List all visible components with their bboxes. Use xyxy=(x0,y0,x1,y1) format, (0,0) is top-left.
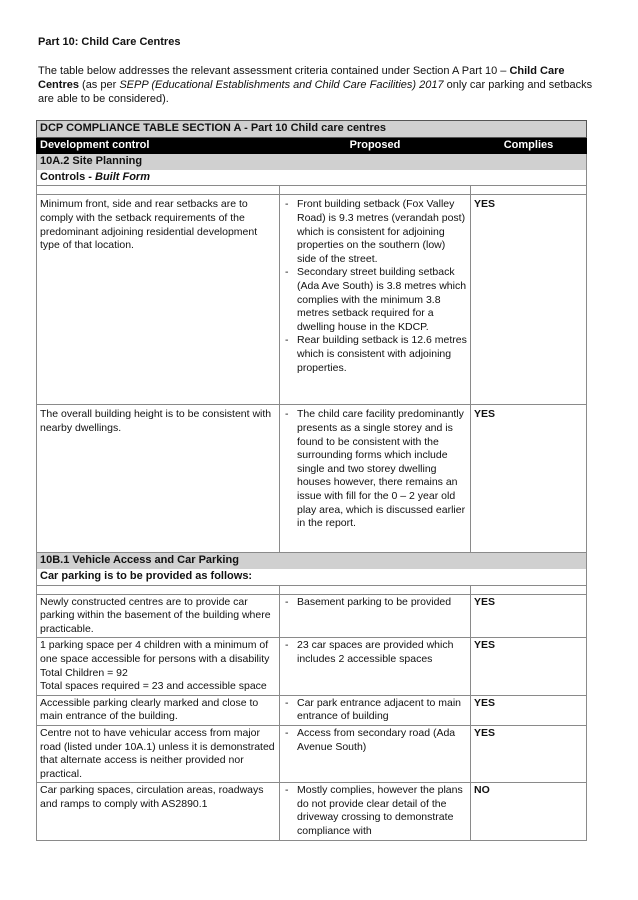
section-row xyxy=(37,553,587,569)
control-cell: Newly constructed centres are to provide car parking within the basement of the building where practicable. xyxy=(37,594,280,638)
subsection-row xyxy=(37,569,587,585)
proposed-item: - 23 car spaces are provided which includes 2 accessible spaces xyxy=(283,639,467,666)
control-cell: Car parking spaces, circulation areas, roadways and ramps to comply with AS2890.1 xyxy=(37,783,280,840)
proposed-cell xyxy=(280,695,471,725)
header-complies: Complies xyxy=(471,137,587,154)
proposed-item: - The child care facility predominantly presents as a single storey and is found to be consistent with the surrounding forms which include single and two storey dwelling houses however, there remains an issue with fill for the 0 – 2 year old play area, which is discussed earlier in the report. xyxy=(283,408,467,530)
intro-bold: Child Care Centres xyxy=(38,65,565,91)
intro-paragraph xyxy=(38,64,594,106)
proposed-item: - Secondary street building setback (Ada Ave South) is 3.8 metres which complies with the minimum 3.8 metres setback required for a dwelling house in the KDCP. xyxy=(283,266,467,334)
control-cell: Minimum front, side and rear setbacks are to comply with the setback requirements of the predominant adjoining residential development type of that location. xyxy=(37,195,280,405)
proposed-cell xyxy=(280,725,471,782)
header-development-control: Development control xyxy=(37,137,280,154)
table-row xyxy=(37,594,587,638)
subsection-row xyxy=(37,170,587,186)
complies-cell: YES xyxy=(471,405,587,553)
control-cell: The overall building height is to be consistent with nearby dwellings. xyxy=(37,405,280,553)
table-row xyxy=(37,695,587,725)
subsection-italic: Built Form xyxy=(95,170,150,183)
proposed-item: - Rear building setback is 12.6 metres which is consistent with adjoining properties. xyxy=(283,334,467,375)
table-header-row xyxy=(37,137,587,154)
complies-cell: YES xyxy=(471,195,587,405)
proposed-cell xyxy=(280,783,471,840)
subsection-title xyxy=(37,170,587,186)
intro-italic: SEPP (Educational Establishments and Child Care Facilities) 2017 xyxy=(119,79,444,91)
intro-text-2: (as per xyxy=(78,79,120,91)
intro-text-1: The table below addresses the relevant assessment criteria contained under Section A Part 10 – xyxy=(38,65,510,77)
table-row xyxy=(37,725,587,782)
control-line: Total spaces required = 23 and accessible space xyxy=(40,680,267,693)
control-cell xyxy=(37,638,280,695)
complies-cell: YES xyxy=(471,638,587,695)
section-row xyxy=(37,154,587,170)
proposed-cell xyxy=(280,195,471,405)
spacer-row xyxy=(37,186,587,195)
proposed-item: - Access from secondary road (Ada Avenue South) xyxy=(283,727,467,754)
table-title: DCP COMPLIANCE TABLE SECTION A - Part 10 Child care centres xyxy=(37,121,587,138)
intro-text-3: only car parking and setbacks are able to be considered). xyxy=(38,79,593,105)
control-cell: Accessible parking clearly marked and close to main entrance of the building. xyxy=(37,695,280,725)
proposed-item: - Front building setback (Fox Valley Road) is 9.3 metres (verandah post) which is consistent for adjoining properties on the southern (low) side of the street. xyxy=(283,198,467,266)
compliance-table xyxy=(36,120,587,841)
proposed-item: - Basement parking to be provided xyxy=(283,596,467,610)
proposed-item: - Mostly complies, however the plans do not provide clear detail of the driveway crossing to demonstrate compliance with xyxy=(283,784,467,838)
complies-cell: YES xyxy=(471,725,587,782)
complies-cell: YES xyxy=(471,594,587,638)
section-title: 10B.1 Vehicle Access and Car Parking xyxy=(37,553,587,569)
table-title-row xyxy=(37,121,587,138)
header-proposed: Proposed xyxy=(280,137,471,154)
table-row xyxy=(37,195,587,405)
proposed-cell xyxy=(280,594,471,638)
section-title: 10A.2 Site Planning xyxy=(37,154,587,170)
proposed-cell xyxy=(280,405,471,553)
page-heading: Part 10: Child Care Centres xyxy=(38,36,181,48)
control-cell: Centre not to have vehicular access from major road (listed under 10A.1) unless it is demonstrated that alternate access is neither provided nor practical. xyxy=(37,725,280,782)
control-line: 1 parking space per 4 children with a minimum of one space accessible for persons with a disability xyxy=(40,639,270,665)
subsection-prefix: Controls - xyxy=(40,170,95,183)
table-row xyxy=(37,783,587,840)
complies-cell: YES xyxy=(471,695,587,725)
complies-cell: NO xyxy=(471,783,587,840)
proposed-cell xyxy=(280,638,471,695)
table-row xyxy=(37,638,587,695)
subsection-title: Car parking is to be provided as follows: xyxy=(37,569,587,585)
table-row xyxy=(37,405,587,553)
control-line: Total Children = 92 xyxy=(40,666,128,679)
spacer-row xyxy=(37,585,587,594)
proposed-item: - Car park entrance adjacent to main entrance of building xyxy=(283,697,467,724)
